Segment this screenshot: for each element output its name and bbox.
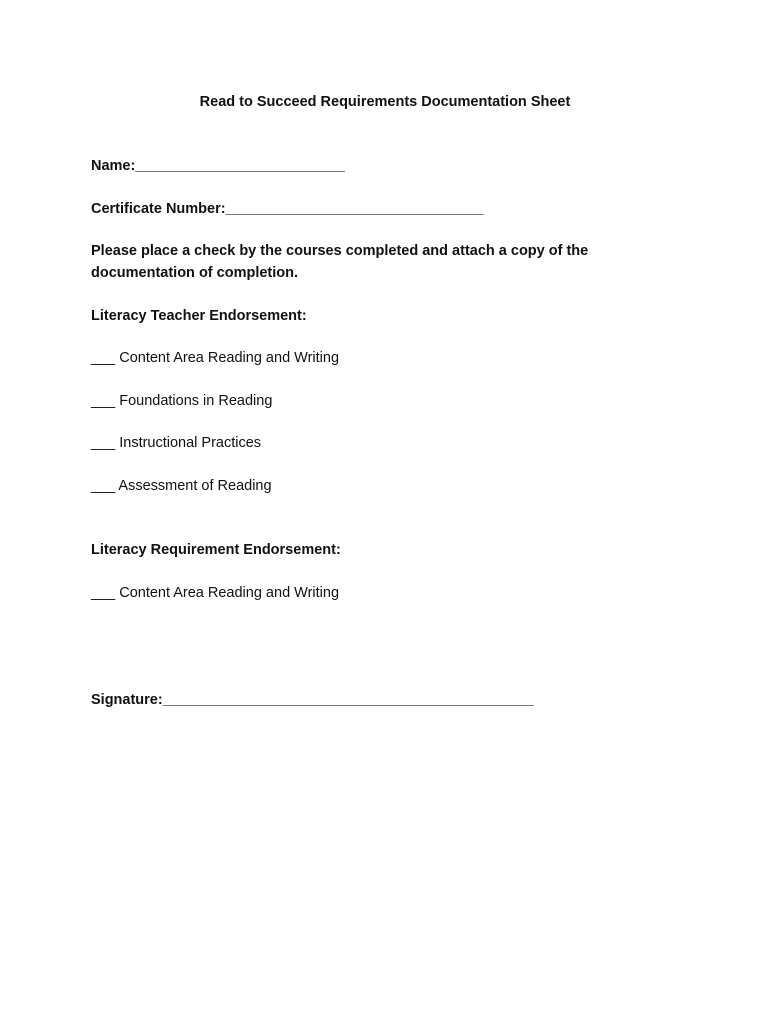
name-field[interactable]: Name:__________________________ — [91, 158, 345, 174]
checklist-item[interactable]: ___ Assessment of Reading — [91, 478, 272, 494]
certificate-number-field[interactable]: Certificate Number:________________________________ — [91, 201, 484, 217]
section-heading-literacy-requirement: Literacy Requirement Endorsement: — [91, 542, 341, 558]
checklist-item[interactable]: ___ Foundations in Reading — [91, 393, 273, 409]
instructions-text: Please place a check by the courses completed and attach a copy of the documentation of completion. — [91, 243, 589, 281]
checklist-item[interactable]: ___ Content Area Reading and Writing — [91, 350, 340, 366]
checklist-item[interactable]: ___ Instructional Practices — [91, 435, 262, 451]
signature-field[interactable]: Signature:______________________________________________ — [91, 692, 534, 708]
page-title: Read to Succeed Requirements Documentation Sheet — [199, 94, 571, 110]
section-heading-literacy-teacher: Literacy Teacher Endorsement: — [91, 308, 307, 324]
checklist-item[interactable]: ___ Content Area Reading and Writing — [91, 585, 340, 601]
